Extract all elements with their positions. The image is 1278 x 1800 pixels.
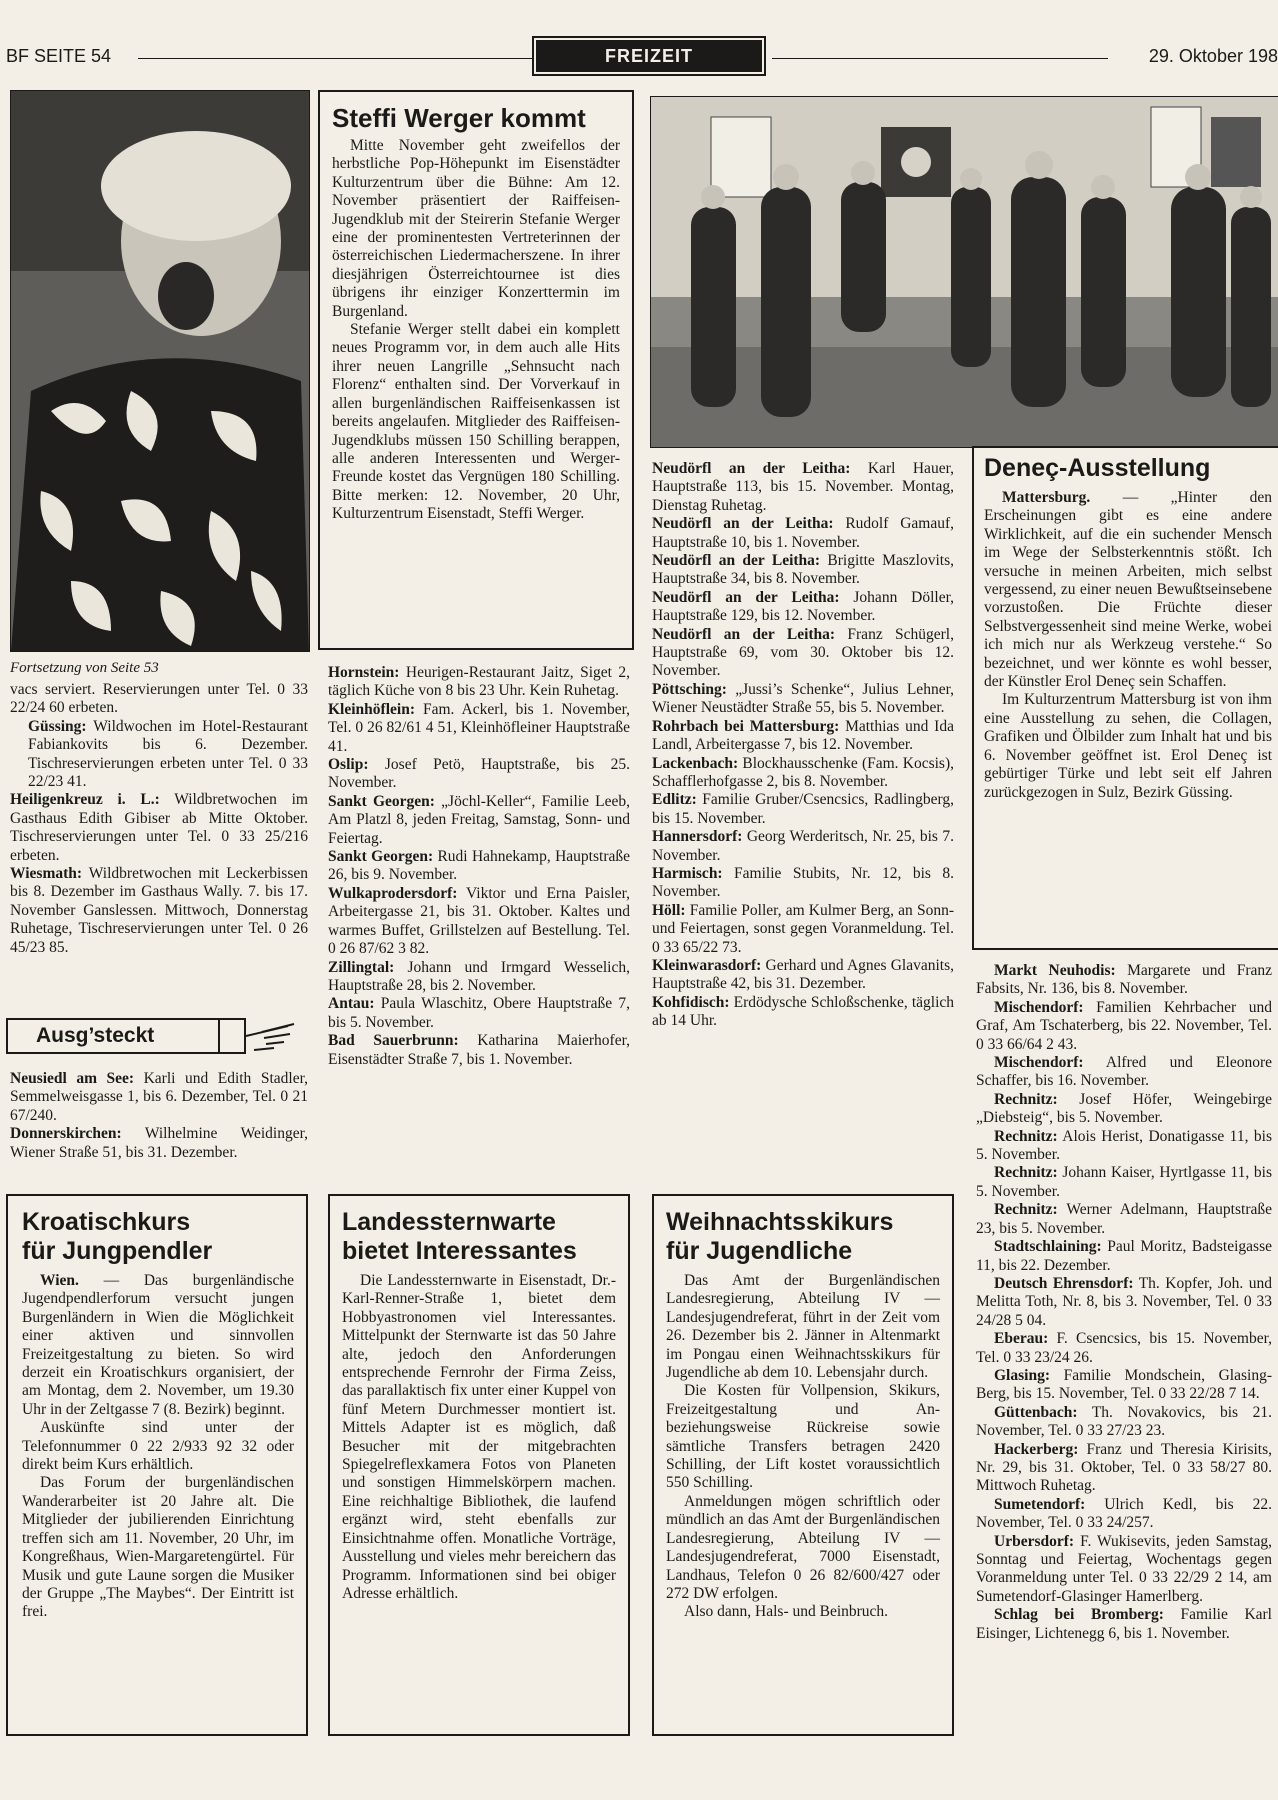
paragraph: Mattersburg. — „Hinter den Erscheinungen gibt es eine andere Wirklichkeit, auf die ein suchender Mensch im Wege der Selbsterkenntnis stößt. Ich versuche in meinen Arbeiten, mich selbst vergessend, zu einer neuen Bewußtseinsebene vorzustoßen. Die Früchte dieser Selbstvergessenheit sind meine Werke, wobei ich mich nur als Werkzeug verstehe.“ So bezeichnet, und wer könnte es wohl besser, der Künstler Erol Deneç sein Schaffen.	[984, 489, 1272, 691]
headline-werger: Steffi Werger kommt	[332, 103, 586, 133]
headline-skikurs: Weihnachtsskikurs für Jugendliche	[666, 1208, 894, 1265]
listing-ausgsteckt	[10, 1070, 308, 1162]
listing-entry: Neudörfl an der Leitha: Brigitte Maszlovits, Hauptstraße 34, bis 8. November.	[652, 552, 954, 588]
photo-singer	[10, 90, 310, 652]
page-header	[6, 40, 1278, 76]
listing-entry: Eberau: F. Csencsics, bis 15. November, Tel. 0 33 23/24 26.	[976, 1330, 1272, 1366]
listing-entry: Antau: Paula Wlaschitz, Obere Hauptstraße 7, bis 5. November.	[328, 995, 630, 1031]
listing-entry: Neusiedl am See: Karli und Edith Stadler, Semmelweisgasse 1, bis 6. Dezember, Tel. 0 21 67/240.	[10, 1070, 308, 1124]
article-skikurs-body	[666, 1272, 940, 1622]
listing-entry: Zillingtal: Johann und Irmgard Wesselich, Hauptstraße 28, bis 2. November.	[328, 958, 630, 994]
listing-entry: Sumetendorf: Ulrich Kedl, bis 22. November, Tel. 0 33 24/257.	[976, 1495, 1272, 1532]
listing-entry: Mischendorf: Alfred und Eleonore Schaffer, bis 16. November.	[976, 1054, 1272, 1090]
paragraph: Mitte November geht zweifellos der herbstliche Pop-Höhepunkt im Eisenstädter Kulturzentrum über die Bühne: Am 12. November präsentiert der Raiffeisen-Jugendklub mit der Steirerin Stefanie Werger eine der prominentesten Vertreterinnen der österreichischen Liedermacherszene. In ihrer diesjährigen Österreichtournee ist dies übrigens ihr einziger Konzerttermin im Burgenland.	[332, 137, 620, 320]
listing-entry: Mischendorf: Familien Kehrbacher und Graf, Am Tschaterberg, bis 22. November, Tel. 0 33 66/64 2 43.	[976, 998, 1272, 1053]
listing-entry: Lackenbach: Blockhausschenke (Fam. Kocsis), Schafflerhofgasse 2, bis 8. November.	[652, 754, 954, 790]
article-kroatischkurs	[6, 1194, 308, 1736]
headline-sternwarte: Landessternwarte bietet Interessantes	[342, 1208, 577, 1265]
issue-date: 29. Oktober 198	[1148, 46, 1278, 66]
listing-entry: Pöttsching: „Jussi’s Schenke“, Julius Lehner, Wiener Neustädter Straße 55, bis 5. November.	[652, 680, 954, 717]
listing-entry: Wulkaprodersdorf: Viktor und Erna Paisler, Arbeitergasse 21, bis 31. Oktober. Kaltes und warmes Buffet, Grillstelzen auf Bestellung. Tel. 0 26 87/62 3 82.	[328, 884, 630, 958]
listing-entry: Kleinwarasdorf: Gerhard und Agnes Glavanits, Hauptstraße 42, bis 31. Dezember.	[652, 956, 954, 993]
page-number: BF SEITE 54	[6, 46, 112, 66]
listing-entry: Bad Sauerbrunn: Katharina Maierhofer, Eisenstädter Straße 7, bis 1. November.	[328, 1032, 631, 1068]
headline-kroatischkurs: Kroatischkurs für Jungpendler	[22, 1208, 213, 1265]
listing-entry: Hackerberg: Franz und Theresia Kirisits, Nr. 29, bis 31. Oktober, Tel. 0 33 58/27 80. Mittwoch Ruhetag.	[976, 1440, 1272, 1495]
listing-entry: Wiesmath: Wildbretwochen mit Leckerbissen bis 8. Dezember im Gasthaus Wally. 7. bis 17. November Ganslessen. Mittwoch, Donnerstag Ruhetage, Tischreservierungen unter Tel. 0 26 45/23 85.	[10, 865, 308, 956]
article-kroatischkurs-body	[22, 1272, 294, 1622]
article-werger-body	[332, 137, 620, 524]
article-denec	[972, 446, 1278, 950]
listing-entry: Glasing: Familie Mondschein, Glasing-Berg, bis 15. November, Tel. 0 33 22/28 7 14.	[976, 1366, 1272, 1403]
ausgsteckt-title: Ausg’steckt	[6, 1018, 220, 1054]
listing-entry: Deutsch Ehrensdorf: Th. Kopfer, Joh. und Melitta Toth, Nr. 8, bis 3. November, Tel. 0 33 24/28 5 04.	[976, 1274, 1272, 1329]
photo-exhibition	[650, 96, 1278, 448]
listing-entry: Donnerskirchen: Wilhelmine Weidinger, Wiener Straße 51, bis 31. Dezember.	[10, 1125, 308, 1161]
paragraph: Die Landessternwarte in Eisenstadt, Dr.-Karl-Renner-Straße 1, bietet dem Hobbyastronomen viel Interessantes. Mittelpunkt der Sternwarte ist das 50 Jahre alte, jedoch den Anforderungen entsprechende Fernrohr der Firma Zeiss, das parallaktisch fix unter einer Kuppel von fünf Metern Durchmesser montiert ist. Mittels Adapter ist es möglich, daß Besucher mit der mitgebrachten Spiegelreflexkamera Fotos von Planeten und sonstigen Himmelskörpern machen. Eine reichhaltige Bibliothek, die laufend ergänzt wird, steht ebenfalls zur Einsichtnahme offen. Monatliche Vorträge, Ausstellung und vieles mehr bereichern das Programm. Informationen sind bei obiger Adresse erhältlich.	[342, 1272, 616, 1602]
listing-entry: Hannersdorf: Georg Werderitsch, Nr. 25, bis 7. November.	[652, 828, 954, 864]
column-2	[328, 664, 630, 1069]
paragraph: Das Amt der Burgenländischen Landesregierung, Abteilung IV — Landesjugendreferat, führt in der Zeit vom 26. Dezember bis 2. Jänner in Altenmarkt im Pongau einen Weihnachtsskikurs für Jugendliche ab dem 10. Lebensjahr durch.	[666, 1272, 940, 1382]
paragraph: Also dann, Hals- und Beinbruch.	[684, 1603, 889, 1621]
listing-entry: Neudörfl an der Leitha: Karl Hauer, Hauptstraße 113, bis 15. November. Montag, Dienstag Ruhetag.	[652, 460, 954, 514]
listing-entry: Rechnitz: Werner Adelmann, Hauptstraße 23, bis 5. November.	[976, 1201, 1272, 1237]
listing-entry: Kleinhöflein: Fam. Ackerl, bis 1. November, Tel. 0 26 82/61 4 51, Kleinhöfleiner Hauptstraße 41.	[328, 700, 630, 755]
listing-entry: Neudörfl an der Leitha: Franz Schügerl, Hauptstraße 69, vom 30. Oktober bis 12. November.	[652, 625, 954, 680]
paragraph: Stefanie Werger stellt dabei ein komplett neues Programm vor, in dem auch alle Hits ihrer neuen Langrille „Sehnsucht nach Florenz“ enthalten sind. Der Vorverkauf in allen burgenländischen Raiffeisenkassen ist bereits angelaufen. Mitglieder des Raiffeisen-Jugendklubs müssen 150 Schilling berappen, alle anderen Interessenten und Werger-Freunde kostet das Vergnügen 180 Schilling. Bitte merken: 12. November, 20 Uhr, Kulturzentrum Eisenstadt, Steffi Werger.	[332, 321, 620, 523]
listing-entry: Neudörfl an der Leitha: Johann Döller, Hauptstraße 129, bis 12. November.	[652, 588, 954, 625]
listing-entry: Höll: Familie Poller, am Kulmer Berg, an Sonn- und Feiertagen, sonst gegen Voranmeldung. Tel. 0 33 65/22 73.	[652, 901, 954, 956]
header-rule-left	[138, 58, 532, 59]
listing-entry: Güttenbach: Th. Novakovics, bis 21. November, Tel. 0 33 27/23 23.	[976, 1403, 1272, 1440]
paragraph: Im Kulturzentrum Mattersburg ist von ihm eine Ausstellung zu sehen, die Collagen, Grafiken und Ölbilder zum Inhalt hat und bis 6. November geöffnet ist. Erol Deneç ist gebürtiger Türke und lebt seit elf Jahren zurückgezogen in Sulz, Bezirk Güssing.	[984, 691, 1272, 801]
ausgsteckt-header	[6, 1018, 306, 1054]
paragraph: Das Forum der burgenländischen Wanderarbeiter ist 20 Jahre alt. Die Mitglieder der jubilierenden Einrichtung treffen sich am 11. November, 20 Uhr, im Kongreßhaus, Wien-Margaretengürtel. Für Musik und gute Laune sorgen die Musiker der Gruppe „The Maybes“. Der Eintritt ist frei.	[22, 1474, 294, 1621]
paragraph: Wien. — Das burgenländische Jugendpendlerforum versucht jungen Burgenländern in Wien die Möglichkeit einer aktiven und sinnvollen Freizeitgestaltung zu bieten. So wird derzeit ein Kroatischkurs organisiert, der am Montag, dem 2. November, um 19.30 Uhr in der Zeltgasse 7 (8. Bezirk) beginnt.	[22, 1272, 294, 1418]
article-sternwarte-body	[342, 1272, 616, 1603]
photo-singer-image	[11, 91, 309, 651]
listing-entry: vacs serviert. Reservierungen unter Tel. 0 33 22/24 60 erbeten.	[10, 681, 308, 717]
listing-entry: Edlitz: Familie Gruber/Csencsics, Radlingberg, bis 15. November.	[652, 791, 954, 827]
listing-entry: Schlag bei Bromberg: Familie Karl Eisinger, Lichtenegg 6, bis 1. November.	[976, 1606, 1272, 1642]
listing-entry: Oslip: Josef Petö, Hauptstraße, bis 25. November.	[328, 756, 630, 792]
listing-entry: Rechnitz: Alois Herist, Donatigasse 11, bis 5. November.	[976, 1127, 1272, 1164]
article-denec-body	[984, 489, 1278, 802]
listing-entry: Rechnitz: Josef Höfer, Weingebirge „Diebsteig“, bis 5. November.	[976, 1090, 1272, 1127]
listing-entry: Stadtschlaining: Paul Moritz, Badsteigasse 11, bis 22. Dezember.	[976, 1238, 1272, 1274]
listing-entry: Kohfidisch: Erdödysche Schloßschenke, täglich ab 14 Uhr.	[652, 993, 954, 1030]
listing-entry: Urbersdorf: F. Wukisevits, jeden Samstag, Sonntag und Feiertag, Wochentags gegen Voranmeldung unter Tel. 0 33 22/29 2 14, am Sumetendorf-Glasinger Hamerlberg.	[976, 1532, 1272, 1605]
paragraph: Die Kosten für Vollpension, Skikurs, Freizeitgestaltung und An- beziehungsweise Rückreise sowie sämtliche Transfers betragen 2420 Schilling, der Lift kostet voraussichtlich 550 Schilling.	[666, 1382, 940, 1492]
listing-entry: Sankt Georgen: Rudi Hahnekamp, Hauptstraße 26, bis 9. November.	[328, 848, 630, 884]
listing-entry: Sankt Georgen: „Jöchl-Keller“, Familie Leeb, Am Platzl 8, jeden Freitag, Samstag, Sonn- und Feiertag.	[328, 792, 630, 847]
column-1	[10, 660, 308, 957]
listing-entry: Hornstein: Heurigen-Restaurant Jaitz, Siget 2, täglich Küche von 8 bis 23 Uhr. Kein Ruhetag.	[328, 664, 630, 700]
listing-entry: Güssing: Wildwochen im Hotel-Restaurant Fabiankovits bis 6. Dezember. Tischreservierungen erbeten unter Tel. 0 33 22/23 41.	[28, 717, 308, 791]
headline-denec: Deneç-Ausstellung	[984, 454, 1211, 482]
continuation-note: Fortsetzung von Seite 53	[10, 660, 159, 676]
listing-1	[10, 681, 308, 957]
listing-entry: Rechnitz: Johann Kaiser, Hyrtlgasse 11, bis 5. November.	[976, 1164, 1272, 1200]
article-werger	[318, 90, 634, 650]
ausgsteckt-box-end	[220, 1018, 246, 1054]
paragraph: Auskünfte sind unter der Telefonnummer 0 22 2/933 92 32 oder direkt beim Kurs erhältlich.	[22, 1419, 294, 1474]
listing-entry: Heiligenkreuz i. L.: Wildbretwochen im Gasthaus Edith Gibiser ab Mitte Oktober. Tischreservierungen unter Tel. 0 33 25/216 erbeten.	[10, 791, 308, 864]
column-3	[652, 460, 954, 1031]
section-title: FREIZEIT	[536, 40, 762, 72]
listing-entry: Rohrbach bei Mattersburg: Matthias und Ida Landl, Arbeitergasse 7, bis 12. November.	[652, 717, 954, 754]
paragraph: Anmeldungen mögen schriftlich oder mündlich an das Amt der Burgenländischen Landesregierung, Abteilung IV — Landesjugendreferat, 7000 Eisenstadt, Landhaus, Telefon 0 26 82/600/427 oder 272 DW erfolgen.	[666, 1492, 940, 1602]
listing-entry: Harmisch: Familie Stubits, Nr. 12, bis 8. November.	[652, 864, 954, 901]
pointing-hand-icon	[244, 1020, 304, 1054]
article-sternwarte	[328, 1194, 630, 1736]
article-skikurs	[652, 1194, 954, 1736]
photo-exhibition-image	[651, 97, 1278, 447]
listing-entry: Markt Neuhodis: Margarete und Franz Fabsits, Nr. 136, bis 8. November.	[976, 962, 1272, 998]
header-rule-right	[772, 58, 1108, 59]
column-4	[976, 962, 1272, 1643]
listing-entry: Neudörfl an der Leitha: Rudolf Gamauf, Hauptstraße 10, bis 1. November.	[652, 515, 954, 551]
